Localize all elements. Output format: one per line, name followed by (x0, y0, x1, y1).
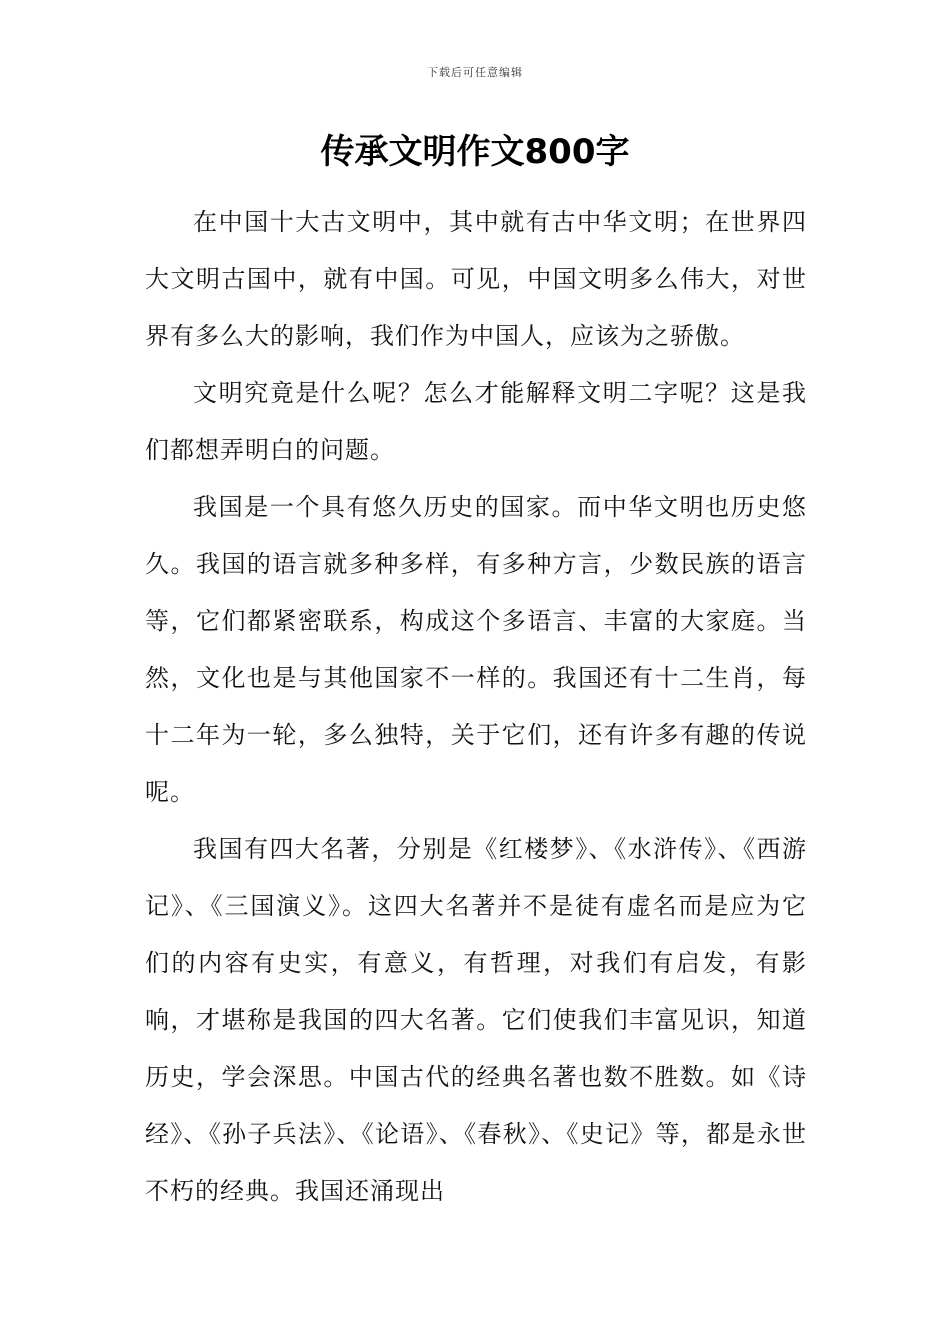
document-body (145, 194, 807, 1220)
header-note: 下载后可任意编辑 (427, 66, 523, 79)
paragraph-2: 文明究竟是什么呢？怎么才能解释文明二字呢？这是我们都想弄明白的问题。 (145, 379, 807, 464)
document-title: 传承文明作文800字 (320, 132, 630, 172)
paragraph-4: 我国有四大名著，分别是《红楼梦》、《水浒传》、《西游记》、《三国演义》。这四大名著并不是徒有虚名而是应为它们的内容有史实，有意义，有哲理，对我们有启发，有影响，才堪称是我国的四大名著。它们使我们丰富见识，知道历史，学会深思。中国古代的经典名著也数不胜数。如《诗经》、《孙子兵法》、《论语》、《春秋》、《史记》等，都是永世不朽的经典。我国还涌现出 (145, 835, 807, 1205)
paragraph-3: 我国是一个具有悠久历史的国家。而中华文明也历史悠久。我国的语言就多种多样，有多种方言，少数民族的语言等，它们都紧密联系，构成这个多语言、丰富的大家庭。当然，文化也是与其他国家不一样的。我国还有十二生肖，每十二年为一轮，多么独特，关于它们，还有许多有趣的传说呢。 (145, 493, 807, 806)
paragraph-1: 在中国十大古文明中，其中就有古中华文明；在世界四大文明古国中，就有中国。可见，中国文明多么伟大，对世界有多么大的影响，我们作为中国人，应该为之骄傲。 (145, 208, 807, 350)
